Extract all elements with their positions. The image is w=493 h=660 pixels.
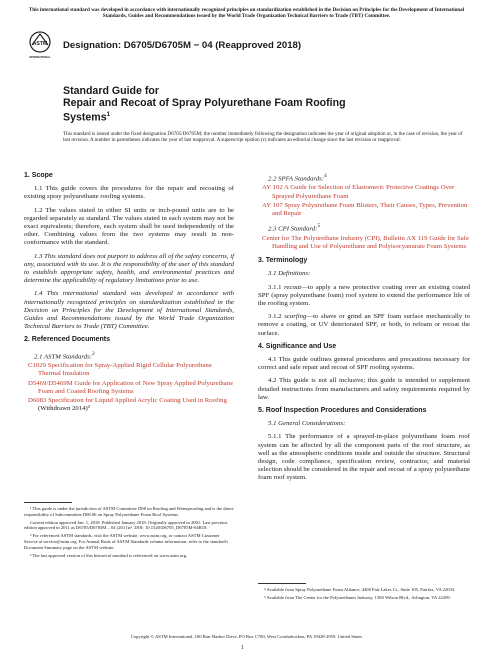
ref-link-cpi[interactable]: Center for The Polyurethane Industry (CPI), Bulletin AX 119 — [262, 234, 428, 242]
footnote-3: ³ The last approved version of this historical standard is referenced on www.astm.org. — [30, 552, 188, 558]
footnotes-left — [24, 506, 234, 560]
title-block — [63, 85, 443, 124]
para-3-1: 3.1 Definitions: — [268, 270, 311, 278]
right-column — [258, 172, 470, 488]
term-recoat: recoat — [284, 283, 302, 291]
para-4-2: 4.2 This guide is not all inclusive; this guide is intended to supplement detailed instructions from manufacturers and safety requirements required by law. — [258, 377, 470, 401]
para-5-1-1: 5.1.1 The performance of a sprayed-in-place polyurethane foam roof system can be affected by all the component parts of the roof structure, as well as the atmospheric conditions inside and outside the structure. Structural design, code compliance, specification review, contractor, and material selection should be considered in the repair and recoat of a spray polyurethane foam roof system. — [258, 433, 470, 482]
ref-item-cpi — [262, 235, 470, 251]
para-2-1: 2.1 ASTM Standards: — [34, 352, 92, 360]
designation: Designation: D6705/D6705M − 04 (Reapproved 2018) — [63, 40, 302, 51]
logo-text: ASTM — [32, 41, 48, 47]
ref-link-d6083[interactable]: D6083 — [28, 396, 47, 404]
astm-logo — [28, 31, 52, 61]
title-line-3: Systems — [63, 111, 107, 124]
left-column — [24, 172, 234, 414]
para-4-1: 4.1 This guide outlines general procedures and precautions necessary for correct and safe repair and recoat of SPF roofing systems. — [258, 355, 470, 372]
tbt-notice: This international standard was developed in accordance with internationally recognized principles on standardization established in the Decision on Principles for the Development of International Standards, Guides and Recommendations issued by the World Trade Organization Technical Barriers to Trade (TBT) Committee. — [28, 7, 465, 20]
footnote-divider-right — [258, 583, 306, 584]
footnote-5: ⁵ Available from The Center for the Polyurethanes Industry, 1300 Wilson Blvd., Arlington, VA 22209. — [264, 594, 451, 600]
footnote-1-history: Current edition approved Jan. 1, 2018. Published January 2018. Originally approved in 2001. Last previous edition approved in 2011 as D6705/D6705M – 04 (2011)ε¹. DOI: 10.1520/D6705_D6705M-04R18. — [24, 519, 228, 531]
para-1-4: 1.4 This international standard was developed in accordance with internationally recognized principles on standardization established in the Decision on Principles for the Development of International Standards, Guides and Recommendations issued by the World Trade Organization Technical Barriers to Trade (TBT) Committee. — [24, 290, 234, 331]
ref-title-d6083[interactable]: Specification for Liquid Applied Acrylic Coating Used in Roofing — [46, 396, 227, 404]
para-5-1: 5.1 General Considerations: — [268, 420, 346, 428]
section-heading-referenced-documents: 2. Referenced Documents — [24, 336, 110, 344]
para-2-2: 2.2 SPFA Standards: — [268, 175, 324, 183]
title-line-2: Repair and Recoat of Spray Polyurethane Foam Roofing — [63, 97, 346, 109]
footnote-mark-2[interactable]: 2 — [91, 350, 95, 357]
ref-link-ay102[interactable]: AY 102 — [262, 184, 283, 192]
section-heading-scope: 1. Scope — [24, 172, 53, 179]
ref-item-c1029 — [28, 362, 234, 378]
ref-title-ay107[interactable]: Spray Polyurethane Foam Blisters, Their Causes, Types, Prevention and Repair — [272, 201, 468, 218]
term-scarfing: scarfing — [284, 313, 307, 321]
para-2-2-wrap — [258, 172, 470, 183]
def-recoat: —to apply a new protective coating over an existing coated SPF (spray polyurethane foam) roof system to extend the performance life of the roofing system. — [258, 283, 470, 307]
footnote-mark-5[interactable]: 5 — [317, 223, 321, 230]
logo-subtext: INTERNATIONAL — [29, 56, 51, 59]
ref-link-c1029[interactable]: C1029 — [28, 362, 47, 370]
footnote-divider-left — [24, 502, 72, 503]
copyright-line: Copyright © ASTM International, 100 Barr Harbor Drive, PO Box C700, West Conshohocken, PA 19428-2959. United States — [130, 634, 363, 639]
footnote-1: ¹ This guide is under the jurisdiction of ASTM Committee D08 on Roofing and Waterproofing and is the direct responsibility of Subcommittee D08.06 on Spray Polyurethane Foam Roof Systems. — [24, 506, 234, 517]
ref-title-c1029[interactable]: Specification for Spray-Applied Rigid Cellular Polyurethane Thermal Insulation — [38, 362, 212, 378]
ref-link-ay107[interactable]: AY 107 — [262, 201, 283, 209]
para-3-1-1: 3.1.1 recoat—to apply a new protective coating over an existing coated SPF (spray polyurethane foam) roof system to extend the performance life of the roofing system. — [258, 283, 470, 307]
ref-title-d5469[interactable]: Guide for Application of New Spray Applied Polyurethane Foam and Coated Roofing Systems — [38, 379, 234, 395]
astm-logo-icon — [28, 31, 52, 61]
title-footnote-mark[interactable]: 1 — [106, 112, 110, 118]
ref-title-cpi[interactable]: Guide for Safe Handling and Use of Polyurethane and Polyisocyanurate Foam Systems — [272, 234, 469, 250]
footnote-4: ⁴ Available from Spray Polyurethane Foam Alliance, 4400 Fair Lakes Ct., Suite 105, Fairfax, VA 22033. — [264, 587, 456, 592]
ref-withdrawn-note: (Withdrawn 2014)³ — [38, 405, 90, 413]
para-2-1-wrap — [24, 350, 234, 361]
ref-item-ay107 — [262, 202, 470, 218]
para-1-2: 1.2 The values stated in either SI units or inch-pound units are to be regarded separately as standard. The values stated in each system may not be exact equivalents; therefore, each system shall be used independently of the other. Combining values from the two systems may result in non-conformance with the standard. — [24, 206, 234, 247]
para-2-3-wrap — [258, 222, 470, 233]
footnotes-right — [258, 587, 470, 603]
para-2-3: 2.3 CPI Standard: — [268, 225, 318, 233]
footnote-mark-4[interactable]: 4 — [323, 173, 327, 179]
ref-link-d5469[interactable]: D5469/D5469M — [28, 379, 73, 387]
para-3-1-2: 3.1.2 scarfing—to shave or grind an SPF foam surface mechanically to remove a coating, or UV deteriorated SPF, or both, to refoam or recoat the surface. — [258, 313, 471, 337]
ref-item-ay102 — [262, 184, 470, 200]
footnote-2: ² For referenced ASTM standards, visit the ASTM website, www.astm.org, or contact ASTM Customer Service at service@astm.org. For Annual Book of ASTM Standards volume information, refer to the standard's Document Summary page on the ASTM website. — [24, 533, 229, 550]
section-heading-significance: 4. Significance and Use — [258, 342, 337, 350]
section-heading-terminology: 3. Terminology — [258, 257, 308, 265]
section-heading-roof-inspection: 5. Roof Inspection Procedures and Considerations — [258, 406, 427, 414]
title-line-3-wrap — [63, 109, 443, 124]
ref-title-ay102[interactable]: A Guide for Selection of Elastomeric Protective Coatings Over Sprayed Polyurethane Foam — [272, 184, 455, 200]
ref-item-d5469 — [28, 380, 234, 396]
para-1-1: 1.1 This guide covers the procedures for the repair and recoating of existing spray polyurethane roofing systems. — [24, 185, 234, 201]
page-number: 1 — [241, 645, 244, 651]
def-scarfing: —to shave or grind an SPF foam surface mechanically to remove a coating, or UV deteriorated SPF, or both, to refoam or recoat the surface. — [258, 313, 471, 337]
issuance-statement: This standard is issued under the fixed designation D6705/D6705M; the number immediately following the designation indicates the year of original adoption or, in the case of revision, the year of last revision. A number in parentheses indicates the year of last reapproval. A superscript epsilon (ε) indicates an editorial change since the last revision or reapproval. — [63, 131, 463, 144]
ref-item-d6083 — [28, 397, 234, 413]
title-line-1: Standard Guide for — [63, 85, 159, 97]
para-1-3: 1.3 This standard does not purport to address all of the safety concerns, if any, associated with its use. It is the responsibility of the user of this standard to establish appropriate safety, health, and environmental practices and determine the applicability of regulatory limitations prior to use. — [24, 252, 234, 285]
